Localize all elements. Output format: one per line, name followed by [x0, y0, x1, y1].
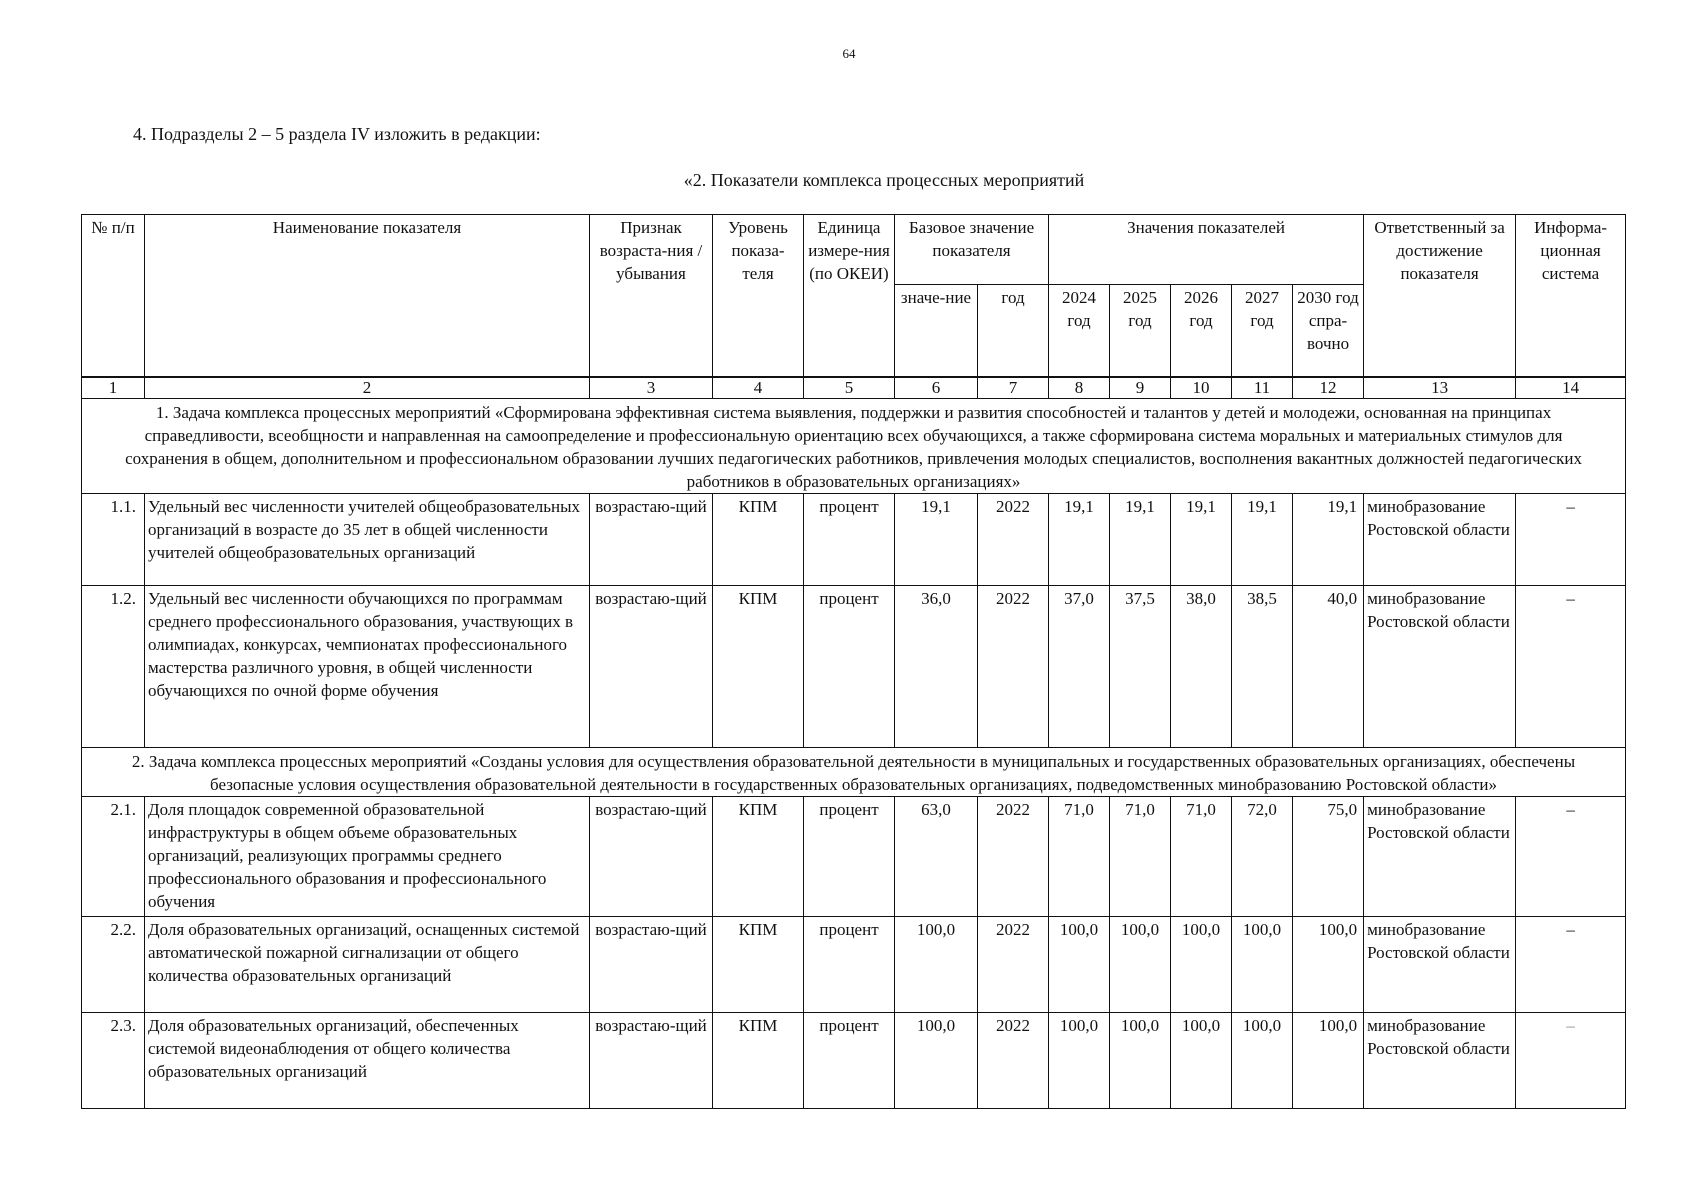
- value-2030: 100,0: [1293, 1012, 1364, 1108]
- base-value: 100,0: [895, 916, 978, 1012]
- value-2025: 100,0: [1110, 1012, 1171, 1108]
- indicator-name: Доля площадок современной образовательной инфраструктуры в общем объеме образовательных организаций, реализующих программы среднего профессионального образования и профессионального обучения: [145, 796, 590, 916]
- row-number: 2.2.: [82, 916, 145, 1012]
- column-numbers-row: [82, 377, 1626, 399]
- header-unit: Единица измере-ния (по ОКЕИ): [804, 215, 895, 377]
- table-row: [82, 796, 1626, 916]
- indicator-unit: процент: [804, 493, 895, 585]
- value-2027: 72,0: [1232, 796, 1293, 916]
- header-level: Уровень показа-теля: [713, 215, 804, 377]
- info-system: –: [1516, 916, 1626, 1012]
- value-2024: 19,1: [1049, 493, 1110, 585]
- info-system: –: [1516, 1012, 1626, 1108]
- table-body: [82, 215, 1626, 1109]
- table-row: [82, 493, 1626, 585]
- header-year: 2027 год: [1232, 285, 1293, 377]
- value-2024: 100,0: [1049, 916, 1110, 1012]
- value-2024: 100,0: [1049, 1012, 1110, 1108]
- table-row: [82, 1012, 1626, 1108]
- base-year: 2022: [978, 916, 1049, 1012]
- row-number: 2.1.: [82, 796, 145, 916]
- base-value: 100,0: [895, 1012, 978, 1108]
- base-year: 2022: [978, 493, 1049, 585]
- header-values: Значения показателей: [1049, 215, 1364, 285]
- column-number: 12: [1293, 377, 1364, 399]
- indicator-sign: возрастаю-щий: [590, 796, 713, 916]
- responsible: минобразование Ростовской области: [1364, 493, 1516, 585]
- indicator-level: КПМ: [713, 585, 804, 747]
- intro-text: 4. Подразделы 2 – 5 раздела IV изложить в редакции:: [133, 124, 541, 144]
- task-title: 1. Задача комплекса процессных мероприятий «Сформирована эффективная система выявления, поддержки и развития способностей и талантов у детей и молодежи, основанная на принципах справедливости, всеобщности и направленная на самоопределение и профессиональную ориентацию всех обучающихся, а также сформирована система моральных и материальных стимулов для сохранения в общем, дополнительном и профессиональном образовании лучших педагогических работников, привлечения молодых специалистов, восполнения вакантных должностей педагогических работников в образовательных организациях»: [82, 398, 1626, 493]
- header-base-year: год: [978, 285, 1049, 377]
- column-number: 2: [145, 377, 590, 399]
- value-2030: 40,0: [1293, 585, 1364, 747]
- value-2026: 100,0: [1171, 916, 1232, 1012]
- header-name: Наименование показателя: [145, 215, 590, 377]
- base-year: 2022: [978, 796, 1049, 916]
- base-value: 19,1: [895, 493, 978, 585]
- value-2025: 37,5: [1110, 585, 1171, 747]
- value-2030: 100,0: [1293, 916, 1364, 1012]
- column-number: 6: [895, 377, 978, 399]
- column-number: 11: [1232, 377, 1293, 399]
- header-year: 2030 год спра-вочно: [1293, 285, 1364, 377]
- value-2024: 37,0: [1049, 585, 1110, 747]
- header-base-value: значе-ние: [895, 285, 978, 377]
- task-row: [82, 747, 1626, 796]
- table-title: «2. Показатели комплекса процессных мероприятий: [683, 170, 1085, 190]
- base-value: 36,0: [895, 585, 978, 747]
- header-sign: Признак возраста-ния / убывания: [590, 215, 713, 377]
- indicator-level: КПМ: [713, 916, 804, 1012]
- value-2026: 100,0: [1171, 1012, 1232, 1108]
- value-2030: 19,1: [1293, 493, 1364, 585]
- header-year: 2024 год: [1049, 285, 1110, 377]
- value-2027: 100,0: [1232, 916, 1293, 1012]
- row-number: 1.2.: [82, 585, 145, 747]
- header-base: Базовое значение показателя: [895, 215, 1049, 285]
- indicator-level: КПМ: [713, 493, 804, 585]
- column-number: 4: [713, 377, 804, 399]
- header-responsible: Ответственный за достижение показателя: [1364, 215, 1516, 377]
- responsible: минобразование Ростовской области: [1364, 1012, 1516, 1108]
- header-row-1: [82, 215, 1626, 285]
- column-number: 9: [1110, 377, 1171, 399]
- value-2027: 38,5: [1232, 585, 1293, 747]
- header-year: 2025 год: [1110, 285, 1171, 377]
- indicator-name: Доля образовательных организаций, обеспеченных системой видеонаблюдения от общего количества образовательных организаций: [145, 1012, 590, 1108]
- indicator-sign: возрастаю-щий: [590, 493, 713, 585]
- column-number: 13: [1364, 377, 1516, 399]
- indicator-name: Удельный вес численности обучающихся по программам среднего профессионального образования, участвующих в олимпиадах, конкурсах, чемпионатах профессионального мастерства различного уровня, в общей численности обучающихся по очной форме обучения: [145, 585, 590, 747]
- indicator-name: Доля образовательных организаций, оснащенных системой автоматической пожарной сигнализации от общего количества образовательных организаций: [145, 916, 590, 1012]
- header-year: 2026 год: [1171, 285, 1232, 377]
- info-system: –: [1516, 493, 1626, 585]
- task-title: 2. Задача комплекса процессных мероприятий «Созданы условия для осуществления образовательной деятельности в муниципальных и государственных образовательных организациях, обеспечены безопасные условия осуществления образовательной деятельности в государственных образовательных организациях, подведомственных минобразованию Ростовской области»: [82, 747, 1626, 796]
- indicator-unit: процент: [804, 1012, 895, 1108]
- task-row: [82, 398, 1626, 493]
- page-number: 64: [842, 46, 856, 61]
- indicator-sign: возрастаю-щий: [590, 916, 713, 1012]
- column-number: 1: [82, 377, 145, 399]
- indicator-name: Удельный вес численности учителей общеобразовательных организаций в возрасте до 35 лет в общей численности учителей общеобразовательных организаций: [145, 493, 590, 585]
- value-2025: 100,0: [1110, 916, 1171, 1012]
- row-number: 2.3.: [82, 1012, 145, 1108]
- column-number: 8: [1049, 377, 1110, 399]
- indicator-sign: возрастаю-щий: [590, 1012, 713, 1108]
- value-2026: 19,1: [1171, 493, 1232, 585]
- indicator-unit: процент: [804, 916, 895, 1012]
- base-year: 2022: [978, 1012, 1049, 1108]
- column-number: 10: [1171, 377, 1232, 399]
- indicator-level: КПМ: [713, 796, 804, 916]
- table-row: [82, 916, 1626, 1012]
- value-2025: 71,0: [1110, 796, 1171, 916]
- value-2024: 71,0: [1049, 796, 1110, 916]
- responsible: минобразование Ростовской области: [1364, 796, 1516, 916]
- responsible: минобразование Ростовской области: [1364, 916, 1516, 1012]
- table-row: [82, 585, 1626, 747]
- header-info-system: Информа-ционная система: [1516, 215, 1626, 377]
- indicator-level: КПМ: [713, 1012, 804, 1108]
- value-2026: 38,0: [1171, 585, 1232, 747]
- value-2026: 71,0: [1171, 796, 1232, 916]
- info-system: –: [1516, 796, 1626, 916]
- responsible: минобразование Ростовской области: [1364, 585, 1516, 747]
- base-year: 2022: [978, 585, 1049, 747]
- value-2030: 75,0: [1293, 796, 1364, 916]
- base-value: 63,0: [895, 796, 978, 916]
- value-2027: 19,1: [1232, 493, 1293, 585]
- column-number: 5: [804, 377, 895, 399]
- value-2027: 100,0: [1232, 1012, 1293, 1108]
- header-num: № п/п: [82, 215, 145, 377]
- indicator-unit: процент: [804, 585, 895, 747]
- indicator-sign: возрастаю-щий: [590, 585, 713, 747]
- indicators-table: [81, 214, 1626, 1109]
- column-number: 7: [978, 377, 1049, 399]
- row-number: 1.1.: [82, 493, 145, 585]
- column-number: 3: [590, 377, 713, 399]
- value-2025: 19,1: [1110, 493, 1171, 585]
- column-number: 14: [1516, 377, 1626, 399]
- info-system: –: [1516, 585, 1626, 747]
- indicator-unit: процент: [804, 796, 895, 916]
